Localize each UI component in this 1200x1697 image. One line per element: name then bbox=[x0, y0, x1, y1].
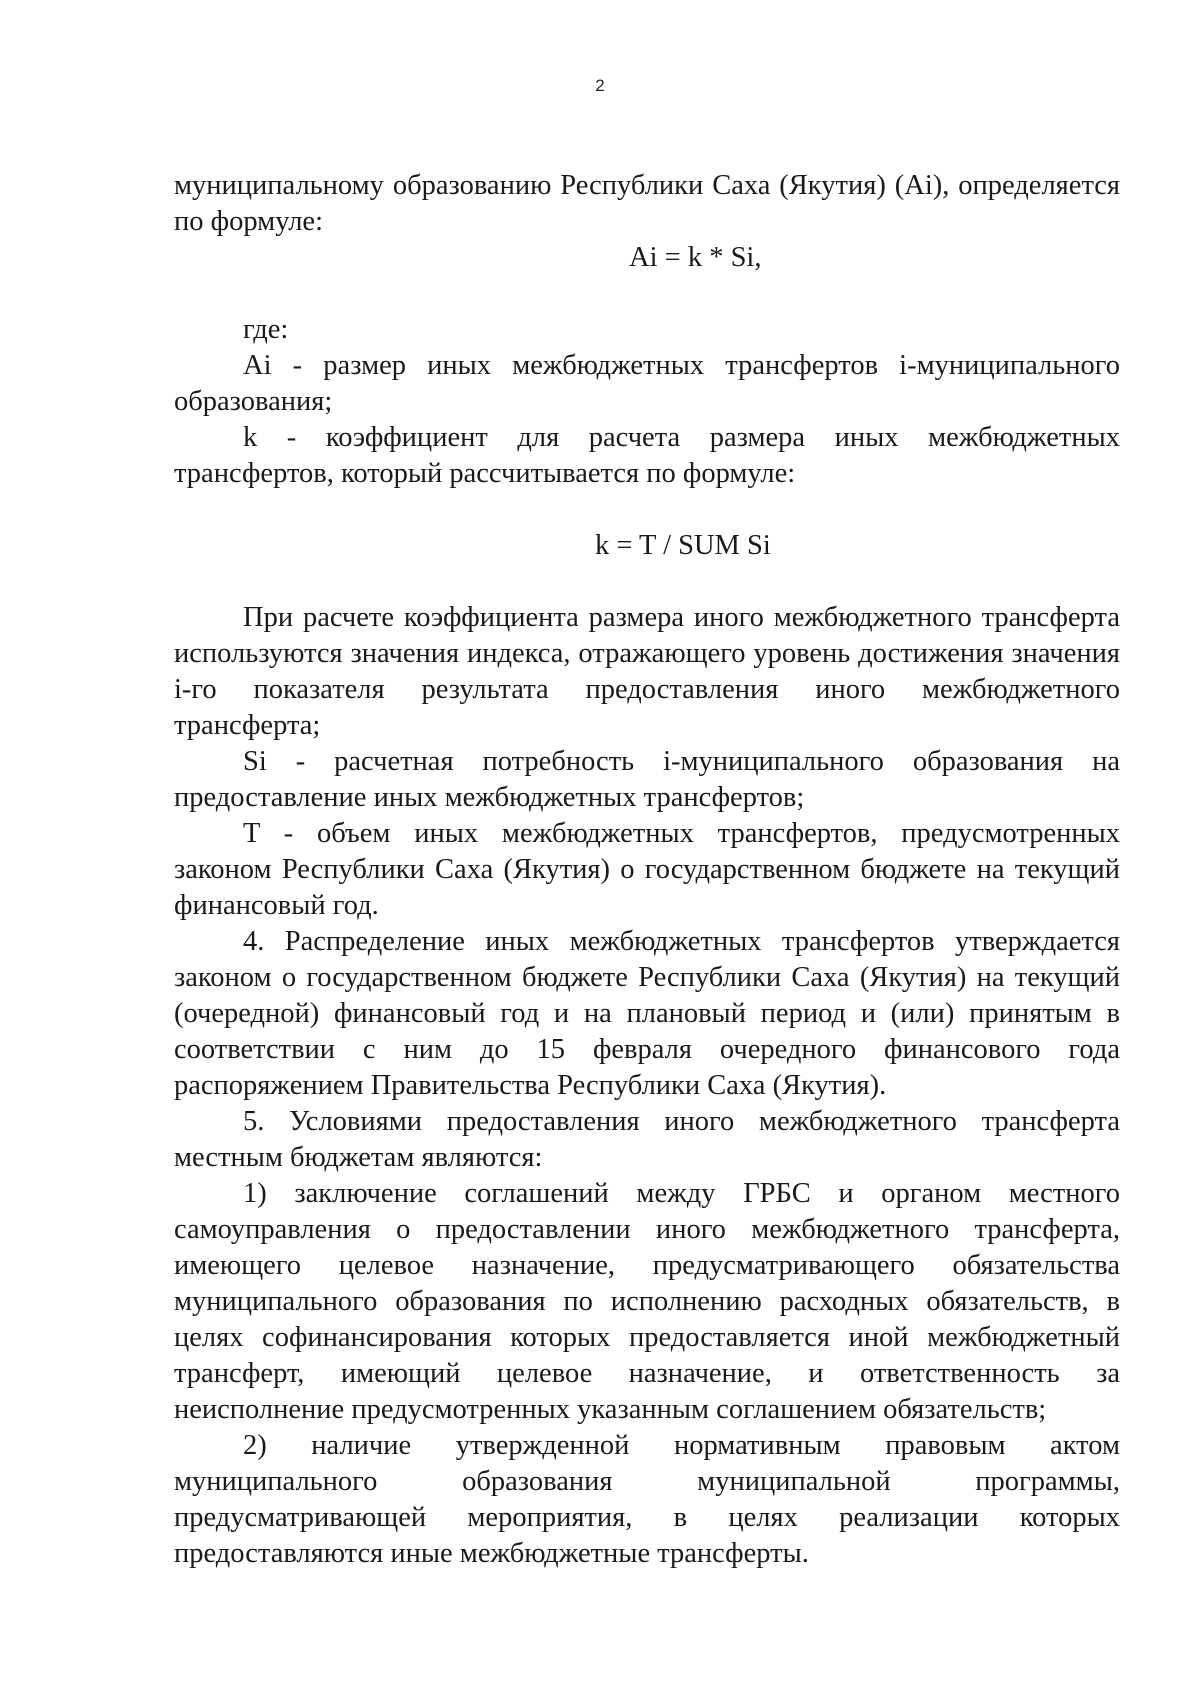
paragraph-where: где: bbox=[243, 314, 289, 345]
formula-ai-text: Ai = k * Si, bbox=[629, 242, 762, 273]
page-number: 2 bbox=[595, 76, 605, 95]
definition-ai: Ai - размер иных межбюджетных трансфертов i-муниципального образования; bbox=[174, 350, 1120, 417]
paragraph-item-4: 4. Распределение иных межбюджетных трансфертов утверждается законом о государственном бюджете Республики Саха (Якутия) на текущий (очередной) финансовый год и на плановый период и (или) принятым в соответствии с ним до 15 февраля очередного финансового года распоряжением Правительства Республики Саха (Якутия). bbox=[174, 926, 1120, 1101]
paragraph-item-5-2: 2) наличие утвержденной нормативным правовым актом муниципального образования муниципальной программы, предусматривающей мероприятия, в целях реализации которых предоставляются иные межбюджетные трансферты. bbox=[174, 1430, 1120, 1569]
spacer bbox=[174, 564, 1120, 600]
formula-ai bbox=[174, 240, 1120, 276]
definition-si: Si - расчетная потребность i-муниципального образования на предоставление иных межбюджетных трансфертов; bbox=[174, 746, 1120, 813]
paragraph-intro: муниципальному образованию Республики Саха (Якутия) (Ai), определяется по формуле: bbox=[174, 170, 1120, 237]
formula-k bbox=[174, 528, 1120, 564]
spacer bbox=[174, 492, 1120, 528]
definition-k: k - коэффициент для расчета размера иных межбюджетных трансфертов, который рассчитывается по формуле: bbox=[174, 422, 1120, 489]
paragraph-index-note: При расчете коэффициента размера иного межбюджетного трансферта используются значения индекса, отражающего уровень достижения значения i-го показателя результата предоставления иного межбюджетного трансферта; bbox=[174, 602, 1120, 741]
paragraph-item-5-1: 1) заключение соглашений между ГРБС и органом местного самоуправления о предоставлении иного межбюджетного трансферта, имеющего целевое назначение, предусматривающего обязательства муниципального образования по исполнению расходных обязательств, в целях софинансирования которых предоставляется иной межбюджетный трансферт, имеющий целевое назначение, и ответственность за неисполнение предусмотренных указанным соглашением обязательств; bbox=[174, 1178, 1120, 1425]
spacer bbox=[174, 276, 1120, 312]
formula-k-text: k = T / SUM Si bbox=[595, 530, 771, 561]
document-body bbox=[174, 168, 1120, 1572]
paragraph-item-5: 5. Условиями предоставления иного межбюджетного трансферта местным бюджетам являются: bbox=[174, 1106, 1120, 1173]
definition-t: T - объем иных межбюджетных трансфертов, предусмотренных законом Республики Саха (Якутия) о государственном бюджете на текущий финансовый год. bbox=[174, 818, 1120, 921]
